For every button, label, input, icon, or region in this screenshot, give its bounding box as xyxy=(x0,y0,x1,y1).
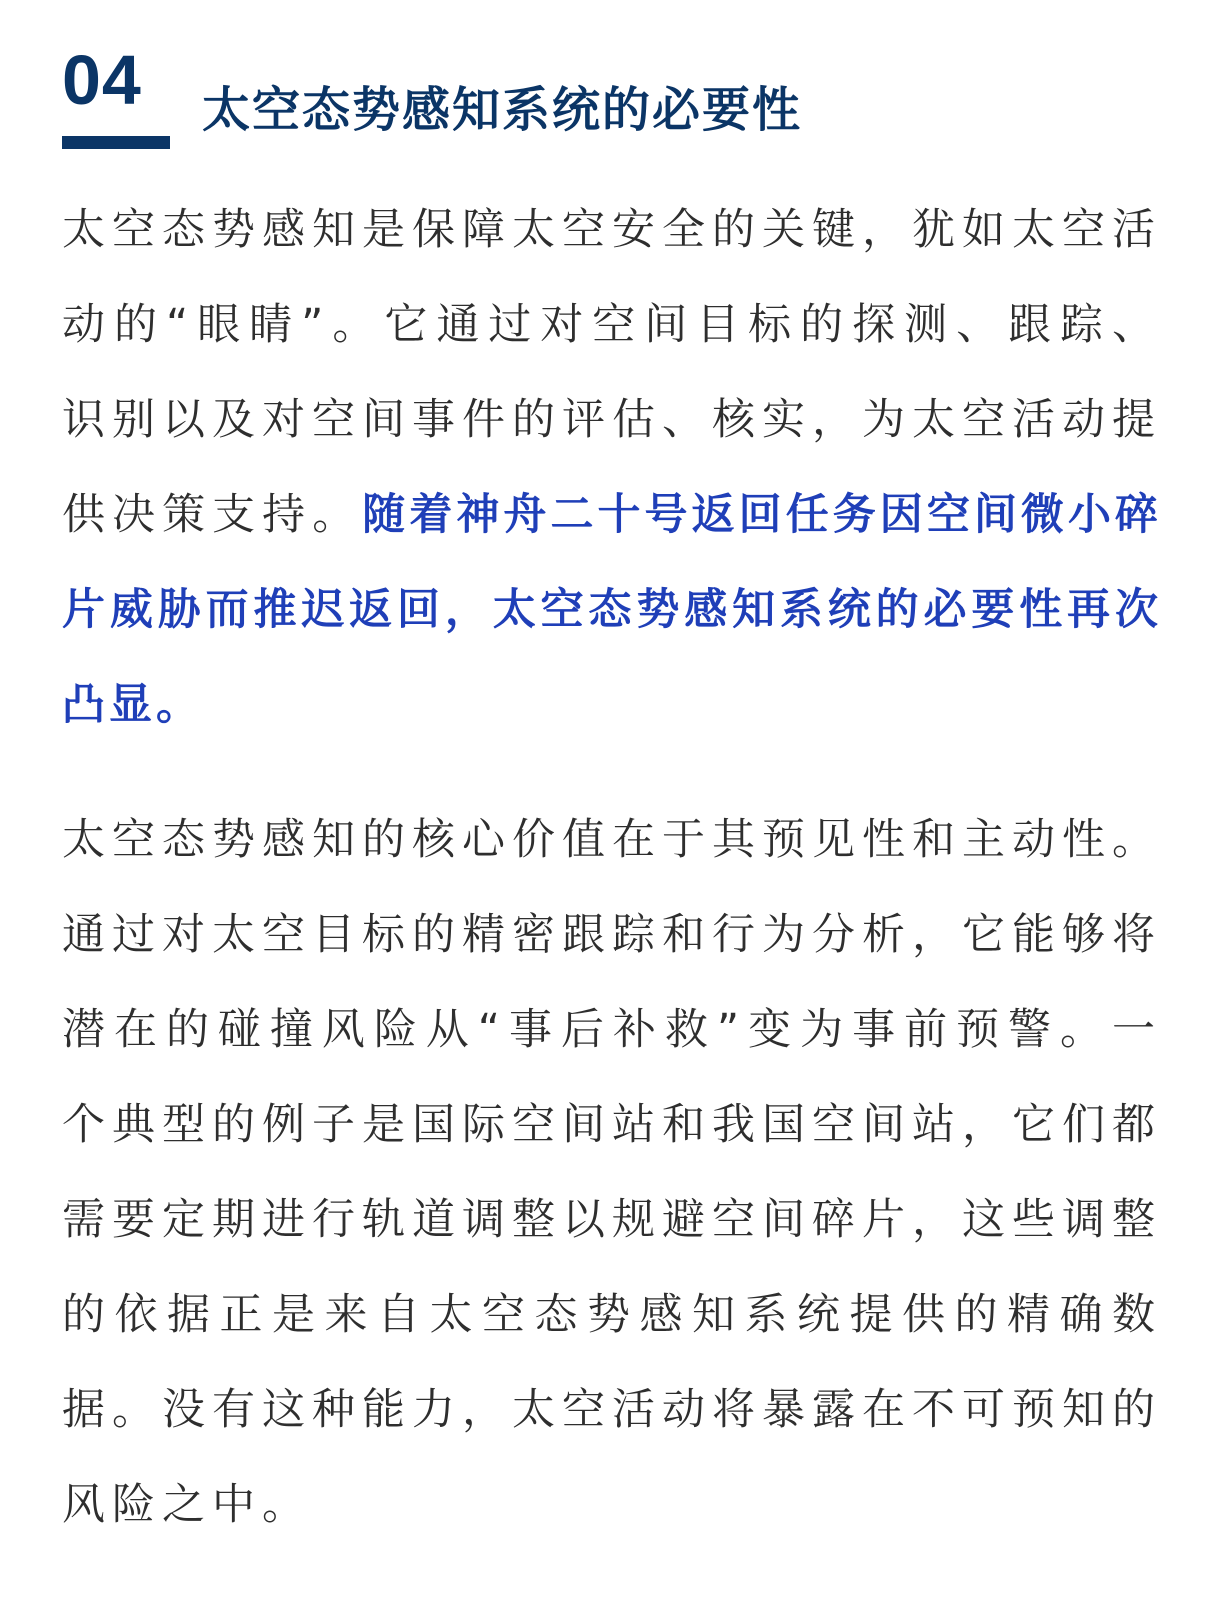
paragraph-1-highlight: 随着神舟二十号返回任务因空间微小碎片威胁而推迟返回，太空态势感知系统的必要性再次凸显。 xyxy=(62,490,1163,730)
article-body xyxy=(62,183,1162,1553)
paragraph-2 xyxy=(62,793,1162,1553)
paragraph-1-text: 太空态势感知是保障太空安全的关键，犹如太空活动的“眼睛”。它通过对空间目标的探测、跟踪、识别以及对空间事件的评估、核实，为太空活动提供决策支持。 xyxy=(62,205,1162,540)
section-header xyxy=(62,40,1162,160)
section-number: 04 xyxy=(62,41,142,119)
paragraph-1 xyxy=(62,183,1162,753)
paragraph-2-text: 太空态势感知的核心价值在于其预见性和主动性。通过对太空目标的精密跟踪和行为分析，它能够将潜在的碰撞风险从“事后补救”变为事前预警。一个典型的例子是国际空间站和我国空间站，它们都需要定期进行轨道调整以规避空间碎片，这些调整的依据正是来自太空态势感知系统提供的精确数据。没有这种能力，太空活动将暴露在不可预知的风险之中。 xyxy=(62,815,1162,1530)
section-number-underline xyxy=(62,136,170,149)
section-title: 太空态势感知系统的必要性 xyxy=(202,82,803,138)
